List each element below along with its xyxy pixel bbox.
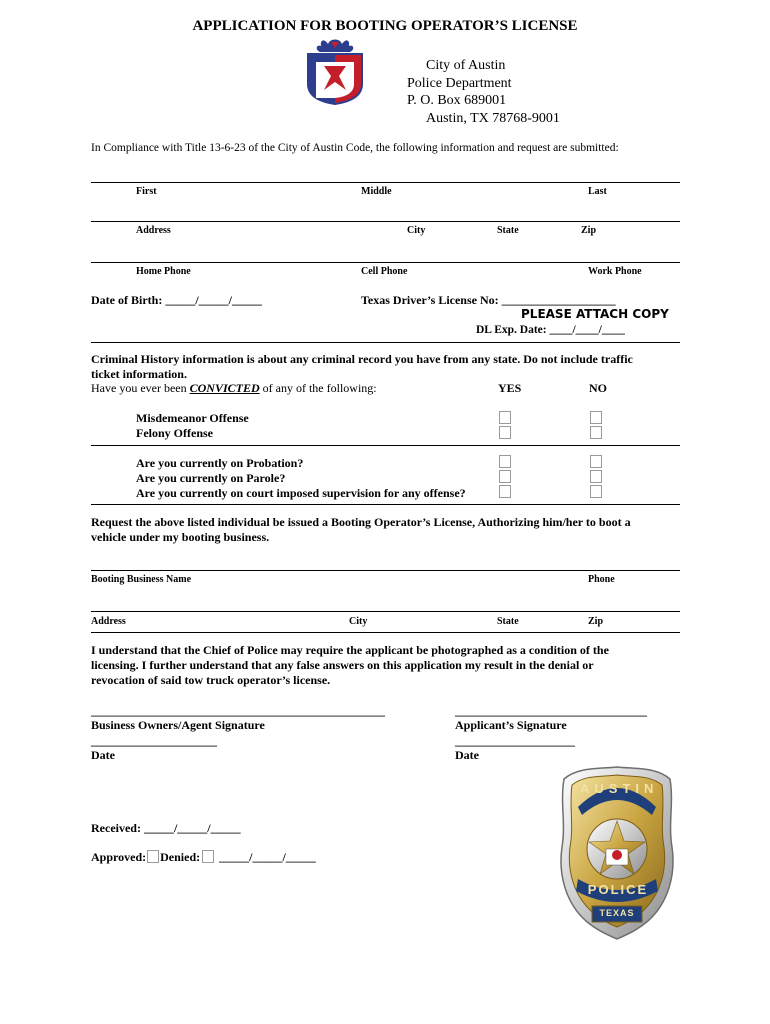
understand-line: revocation of said tow truck operator’s license. [91,673,331,687]
probation-question: Are you currently on Probation? [136,456,304,470]
drivers-license-field[interactable]: Texas Driver’s License No: ___________________ [361,293,616,307]
felony-yes-checkbox[interactable] [499,426,511,439]
question-text: Have you ever been [91,381,190,395]
offense-list [136,411,249,441]
name-line[interactable] [91,182,680,183]
form-title: APPLICATION FOR BOOTING OPERATOR’S LICENSE [192,18,578,34]
denied-label: Denied: [160,850,201,864]
felony-label: Felony Offense [136,426,213,440]
approval-date-field[interactable]: _____/_____/_____ [219,850,316,864]
approved-row [91,850,316,865]
first-name-label: First [136,186,157,197]
approved-checkbox[interactable] [147,850,159,863]
convicted-question [91,381,377,396]
probation-yes-checkbox[interactable] [499,455,511,468]
approved-label: Approved: [91,850,147,864]
date-of-birth-field[interactable]: Date of Birth: _____/_____/_____ [91,293,262,307]
request-statement [91,515,631,545]
yes-column-label: YES [498,381,522,395]
address-label: Address [136,225,171,236]
request-line: Request the above listed individual be issued a Booting Operator’s License, Authorizing him/her to boot a [91,515,631,529]
no-column-label: NO [589,381,607,395]
business-zip-label: Zip [588,616,604,627]
phone-line[interactable] [91,262,680,263]
applicant-signature-label: Applicant’s Signature [455,718,567,732]
felony-no-checkbox[interactable] [590,426,602,439]
request-line: vehicle under my booting business. [91,530,270,544]
denied-checkbox[interactable] [202,850,214,863]
city-logo-icon [306,38,364,106]
question-text: of any of the following: [259,381,377,395]
owner-date-line[interactable]: _____________________ [91,734,217,748]
business-address-line[interactable] [91,611,680,612]
cell-phone-label: Cell Phone [361,266,408,277]
address-line-field[interactable] [91,221,680,222]
applicant-signature-line[interactable]: ________________________________ [455,704,647,718]
address-line: City of Austin [426,58,506,73]
dl-exp-date-field[interactable]: DL Exp. Date: ____/____/____ [476,324,625,336]
attach-copy-note: PLEASE ATTACH COPY [521,307,669,321]
address-line: Police Department [407,75,512,91]
misdemeanor-no-checkbox[interactable] [590,411,602,424]
business-city-label: City [349,616,368,627]
zip-label: Zip [581,225,597,236]
business-address-label: Address [91,616,126,627]
intro-line: ticket information. [91,367,187,381]
owner-signature-line[interactable]: _________________________________________________ [91,704,385,718]
supervision-question: Are you currently on court imposed supervision for any offense? [136,486,466,500]
address-line: P. O. Box 689001 [407,93,507,108]
middle-name-label: Middle [361,186,392,197]
work-phone-label: Work Phone [588,266,642,277]
understand-line: I understand that the Chief of Police may require the applicant be photographed as a condition of the [91,643,609,657]
supervision-no-checkbox[interactable] [590,485,602,498]
owner-signature-label: Business Owners/Agent Signature [91,718,265,732]
compliance-statement: In Compliance with Title 13-6-23 of the City of Austin Code, the following information and request are submitted: [91,142,619,154]
section-divider [91,445,680,446]
owner-date-label: Date [91,748,115,762]
address-line: Austin, TX 78768-9001 [426,110,560,126]
badge-top-text: AUSTIN [580,781,659,796]
applicant-date-label: Date [455,748,479,762]
parole-yes-checkbox[interactable] [499,470,511,483]
section-divider [91,342,680,343]
state-label: State [497,225,519,236]
section-divider [91,632,680,633]
applicant-date-line[interactable]: ____________________ [455,734,575,748]
business-name-label: Booting Business Name [91,574,192,585]
understand-line: licensing. I further understand that any false answers on this application my result in the denial or [91,658,594,672]
city-label: City [407,225,426,236]
probation-no-checkbox[interactable] [590,455,602,468]
parole-no-checkbox[interactable] [590,470,602,483]
supervision-questions [136,456,466,501]
badge-bottom-text: TEXAS [599,908,635,918]
business-phone-label: Phone [588,574,615,585]
misdemeanor-yes-checkbox[interactable] [499,411,511,424]
business-state-label: State [497,616,519,627]
badge-middle-text: POLICE [587,882,649,897]
dept-address [407,57,560,127]
supervision-yes-checkbox[interactable] [499,485,511,498]
section-divider [91,504,680,505]
last-name-label: Last [588,186,607,197]
received-date-field[interactable]: Received: _____/_____/_____ [91,821,241,835]
business-name-line[interactable] [91,570,680,571]
home-phone-label: Home Phone [136,266,191,277]
criminal-history-intro [91,352,633,382]
convicted-emphasis: CONVICTED [189,381,260,395]
understanding-statement [91,643,609,688]
misdemeanor-label: Misdemeanor Offense [136,411,249,425]
intro-line: Criminal History information is about any criminal record you have from any state. Do not include traffic [91,352,633,366]
parole-question: Are you currently on Parole? [136,471,286,485]
